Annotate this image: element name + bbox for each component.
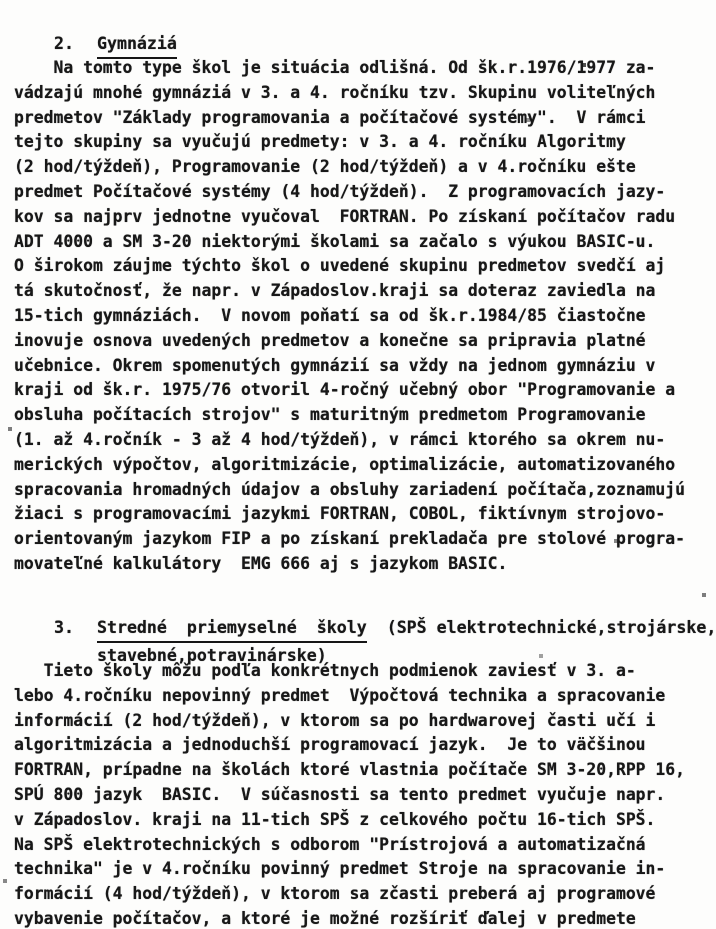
text-line: v Západoslov. kraji na 11-tich SPŠ z celkového počtu 16-tich SPŠ. bbox=[14, 809, 656, 829]
text-line: kov sa najprv jednotne vyučoval FORTRAN. Po získaní počítačov radu bbox=[14, 206, 676, 226]
text-line: spracovania hromadných údajov a obsluhy zariadení počítača,zoznamujú bbox=[14, 479, 686, 499]
text-line: technika" je v 4.ročníku povinný predmet Stroje na spracovanie in- bbox=[14, 859, 666, 879]
text-line: merických výpočtov, algoritmizácie, optimalizácie, automatizovaného bbox=[14, 454, 676, 474]
text-line: SPÚ 800 jazyk BASIC. V súčasnosti sa tento predmet vyučuje napr. bbox=[14, 784, 666, 804]
text-line: ADT 4000 a SM 3-20 niektorými školami sa začalo s výukou BASIC-u. bbox=[14, 231, 656, 251]
text-line: Tieto školy môžu podľa konkrétnych podmienok zaviesť v 3. a- bbox=[14, 661, 636, 680]
text-line: predmet Počítačové systémy (4 hod/týždeň). Z programovacích jazy- bbox=[14, 181, 666, 201]
text-line: predmetov "Základy programovania a počítačové systémy". V rámci bbox=[14, 107, 646, 127]
text-line: informácií (2 hod/týždeň), v ktorom sa po hardwarovej časti učí i bbox=[14, 710, 656, 730]
text-line: obsluha počítacích strojov" s maturitným predmetom Programovanie bbox=[14, 405, 646, 425]
text-line: Na tomto type škol je situácia odlišná. Od šk.r.1976/1977 za- bbox=[14, 58, 656, 77]
text-line: O širokom záujme týchto škol o uvedené skupinu predmetov svedčí aj bbox=[14, 256, 666, 276]
text-line: 15-tich gymnáziách. V novom poňatí sa od šk.r.1984/85 čiastočne bbox=[14, 305, 646, 325]
section-3-title-continuation: stavebné,potravinárske) bbox=[96, 646, 327, 665]
section-2-paragraph bbox=[14, 56, 685, 577]
section-3-title-suffix: (SPŠ elektrotechnické,strojárske, bbox=[366, 618, 716, 637]
text-line: vybavenie počítačov, a ktoré je možné rozšíriť ďalej v predmete bbox=[14, 908, 636, 928]
section-3-number: 3. bbox=[53, 618, 74, 637]
section-2-title: Gymnáziá bbox=[97, 34, 177, 59]
text-line: (1. až 4.ročník - 3 až 4 hod/týždeň), v rámci ktorého sa okrem nu- bbox=[14, 429, 666, 449]
text-line: inovuje osnova uvedených predmetov a konečne sa pripravia platné bbox=[14, 330, 646, 350]
text-line: movateľné kalkulátory EMG 666 aj s jazykom BASIC. bbox=[14, 553, 508, 573]
text-line: algoritmizácia a jednoduchší programovací jazyk. Je to väčšinou bbox=[14, 735, 646, 755]
paper-speck-decoration bbox=[0, 0, 2, 2]
text-line: FORTRAN, prípadne na školách ktoré vlastnia počítače SM 3-20,RPP 16, bbox=[14, 760, 686, 780]
text-line: učebnice. Okrem spomenutých gymnázií sa vždy na jednom gymnáziu v bbox=[14, 355, 656, 375]
text-line: lebo 4.ročníku nepovinný predmet Výpočtová technika a spracovanie bbox=[14, 685, 666, 705]
text-line: tejto skupiny sa vyučujú predmety: v 3. a 4. ročníku Algoritmy bbox=[14, 132, 626, 152]
text-line: formácií (4 hod/týždeň), v ktorom sa zčasti preberá aj programové bbox=[14, 884, 656, 904]
text-line: orientovaným jazykom FIP a po získaní prekladača pre stolové progra- bbox=[14, 529, 686, 549]
text-line: kraji od šk.r. 1975/76 otvoril 4-ročný učebný obor "Programovanie a bbox=[14, 380, 676, 400]
text-line: žiaci s programovacími jazykmi FORTRAN, COBOL, fiktívnym strojovo- bbox=[14, 504, 666, 524]
text-line: Na SPŠ elektrotechnických s odborom "Prístrojová a automatizačná bbox=[14, 834, 646, 854]
section-2-number: 2. bbox=[53, 34, 74, 53]
text-line: tá skutočnosť, že napr. v Západoslov.kraji sa doteraz zaviedla na bbox=[14, 281, 656, 301]
text-line: (2 hod/týždeň), Programovanie (2 hod/týždeň) a v 4.ročníku ešte bbox=[14, 157, 636, 177]
text-line: vádzajú mnohé gymnáziá v 3. a 4. ročníku tzv. Skupinu voliteľných bbox=[14, 82, 656, 102]
section-3-title: Stredné priemyselné školy bbox=[97, 618, 367, 643]
section-3-paragraph bbox=[14, 659, 685, 929]
